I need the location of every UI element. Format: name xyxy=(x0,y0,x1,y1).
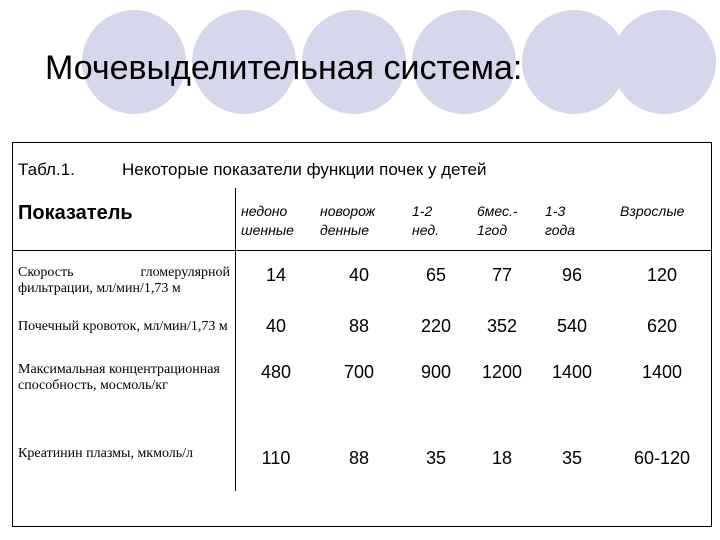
value-cell: 700 xyxy=(343,362,375,382)
column-header: Взрослые xyxy=(620,203,685,219)
row-label: Почечный кровоток, мл/мин/1,73 м xyxy=(18,319,228,334)
value-cell: 120 xyxy=(646,265,678,285)
slide-title: Мочевыделительная система: xyxy=(45,49,523,87)
value-cell: 1200 xyxy=(481,362,523,382)
data-table xyxy=(12,188,712,491)
caption-label: Табл.1. xyxy=(18,160,75,179)
value-cell: 40 xyxy=(348,265,370,285)
value-cell: 60-120 xyxy=(633,448,691,468)
column-header: 1-3 года xyxy=(545,203,576,238)
value-cell: 88 xyxy=(348,448,370,468)
column-header: недоно шенные xyxy=(241,203,294,238)
column-header: новорож денные xyxy=(320,203,376,238)
decorative-circle xyxy=(522,10,626,114)
row-label: Скорость гломерулярной фильтрации, мл/мин/1,73 м xyxy=(18,265,230,296)
value-cell: 540 xyxy=(556,316,588,336)
value-cell: 620 xyxy=(646,316,678,336)
value-cell: 35 xyxy=(425,448,447,468)
value-cell: 35 xyxy=(561,448,583,468)
value-cell: 14 xyxy=(265,265,287,285)
value-cell: 352 xyxy=(486,316,518,336)
value-cell: 110 xyxy=(261,448,291,468)
value-cell: 40 xyxy=(265,316,287,336)
column-header: 1-2 нед. xyxy=(412,203,439,238)
value-cell: 480 xyxy=(260,362,292,382)
value-cell: 96 xyxy=(561,265,583,285)
value-cell: 65 xyxy=(425,265,447,285)
column-divider xyxy=(235,188,236,491)
row-label: Креатинин плазмы, мкмоль/л xyxy=(18,446,194,461)
value-cell: 1400 xyxy=(551,362,593,382)
header-divider xyxy=(12,250,712,251)
parameter-header: Показатель xyxy=(18,202,133,224)
value-cell: 18 xyxy=(491,448,513,468)
column-header: 6мес.- 1год xyxy=(477,203,518,238)
caption-text: Некоторые показатели функции почек у детей xyxy=(122,160,487,179)
value-cell: 88 xyxy=(348,316,370,336)
value-cell: 900 xyxy=(420,362,452,382)
row-label: Максимальная концентрационная способность, мосмоль/кг xyxy=(18,362,220,393)
value-cell: 77 xyxy=(491,265,513,285)
value-cell: 220 xyxy=(420,316,452,336)
decorative-circle xyxy=(612,10,716,114)
value-cell: 1400 xyxy=(641,362,683,382)
